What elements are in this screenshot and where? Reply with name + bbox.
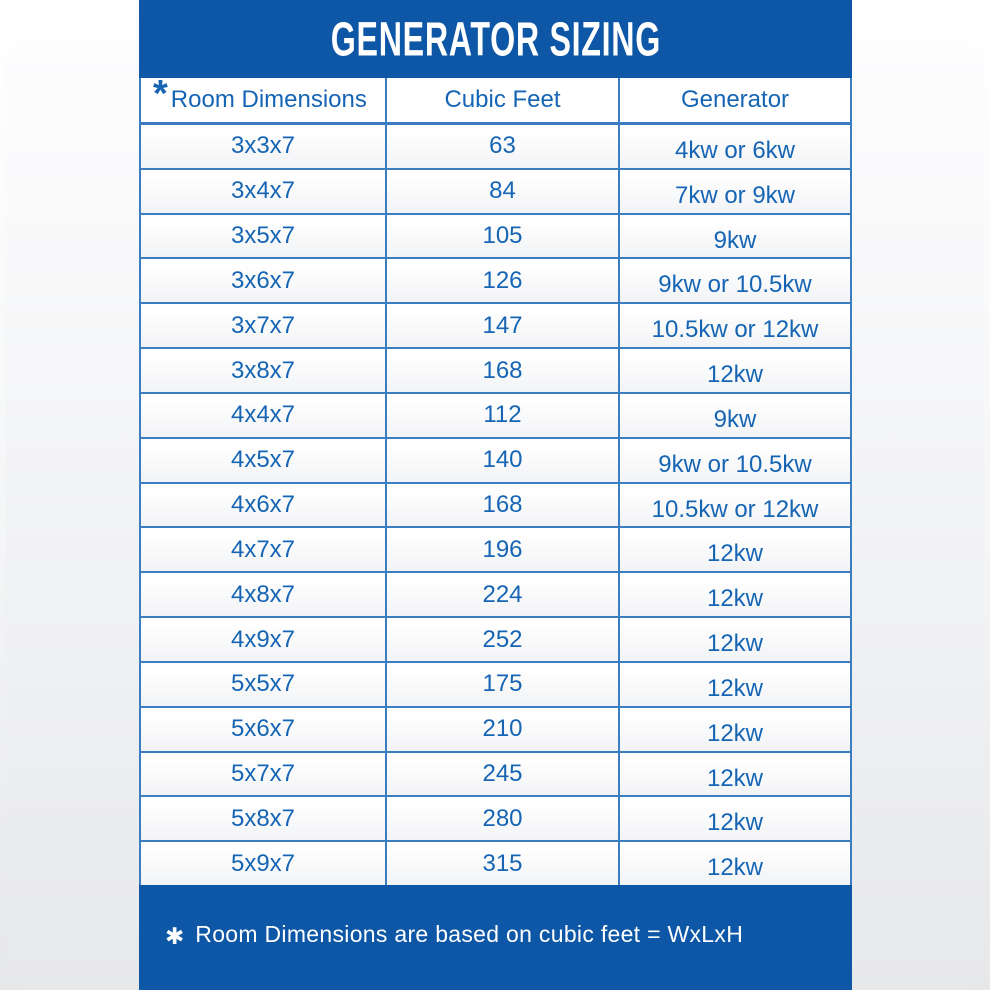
cell-room-dimensions: 5x5x7: [141, 663, 387, 706]
cell-generator: 4kw or 6kw: [674, 136, 796, 164]
table-row: [141, 215, 850, 260]
cell-cubic-feet: 126: [387, 259, 620, 302]
cell-cubic-feet: 63: [387, 125, 620, 168]
generator-sizing-card: [139, 0, 852, 990]
table-row: [141, 708, 850, 753]
asterisk-marker: ✱: [165, 923, 185, 949]
cell-room-dimensions: 5x8x7: [141, 797, 387, 840]
asterisk-marker: *: [153, 73, 168, 115]
cell-room-dimensions: 3x8x7: [141, 349, 387, 392]
cell-generator: 12kw: [706, 719, 764, 747]
cell-cubic-feet: 245: [387, 753, 620, 796]
cell-generator: 9kw: [713, 226, 757, 254]
cell-cubic-feet: 168: [387, 484, 620, 527]
table-header-row: [141, 73, 850, 125]
generator-sizing-table: [139, 73, 852, 885]
cell-generator: 7kw or 9kw: [674, 181, 796, 209]
column-header-cubic-feet: Cubic Feet: [387, 78, 620, 122]
cell-room-dimensions: 4x6x7: [141, 484, 387, 527]
cell-generator: 12kw: [706, 540, 764, 568]
cell-cubic-feet: 84: [387, 170, 620, 213]
cell-cubic-feet: 105: [387, 215, 620, 258]
footnote-text: Room Dimensions are based on cubic feet = WxLxH: [195, 921, 744, 947]
table-row: [141, 573, 850, 618]
cell-cubic-feet: 224: [387, 573, 620, 616]
title-bar: [139, 0, 852, 78]
cell-generator: 12kw: [706, 630, 764, 658]
cell-generator: 10.5kw or 12kw: [651, 316, 819, 344]
cell-generator: 12kw: [706, 854, 764, 882]
table-row: [141, 842, 850, 885]
cell-room-dimensions: 5x6x7: [141, 708, 387, 751]
cell-room-dimensions: 5x9x7: [141, 842, 387, 885]
cell-cubic-feet: 280: [387, 797, 620, 840]
table-row: [141, 349, 850, 394]
cell-generator: 12kw: [706, 764, 764, 792]
column-header-room-dimensions: [141, 73, 387, 122]
table-row: [141, 394, 850, 439]
cell-cubic-feet: 140: [387, 439, 620, 482]
table-body: [141, 125, 850, 885]
cell-cubic-feet: 112: [387, 394, 620, 437]
table-row: [141, 170, 850, 215]
cell-room-dimensions: 3x3x7: [141, 125, 387, 168]
cell-cubic-feet: 175: [387, 663, 620, 706]
cell-cubic-feet: 168: [387, 349, 620, 392]
cell-generator: 12kw: [706, 361, 764, 389]
cell-room-dimensions: 3x7x7: [141, 304, 387, 347]
table-row: [141, 618, 850, 663]
cell-generator: 9kw: [713, 405, 757, 433]
page-title: GENERATOR SIZING: [330, 11, 661, 67]
cell-room-dimensions: 4x4x7: [141, 394, 387, 437]
column-header-label: Room Dimensions: [170, 86, 367, 113]
cell-generator: 12kw: [706, 674, 764, 702]
cell-cubic-feet: 315: [387, 842, 620, 885]
table-row: [141, 797, 850, 842]
cell-generator: 9kw or 10.5kw: [658, 271, 812, 299]
cell-room-dimensions: 3x6x7: [141, 259, 387, 302]
cell-room-dimensions: 3x5x7: [141, 215, 387, 258]
cell-generator: 10.5kw or 12kw: [651, 495, 819, 523]
cell-generator: 12kw: [706, 809, 764, 837]
cell-cubic-feet: 196: [387, 528, 620, 571]
column-header-generator: Generator: [680, 86, 790, 113]
table-row: [141, 528, 850, 573]
cell-cubic-feet: 252: [387, 618, 620, 661]
table-row: [141, 304, 850, 349]
cell-room-dimensions: 4x7x7: [141, 528, 387, 571]
cell-room-dimensions: 4x5x7: [141, 439, 387, 482]
cell-room-dimensions: 4x8x7: [141, 573, 387, 616]
cell-cubic-feet: 147: [387, 304, 620, 347]
footnote-bar: [139, 885, 852, 990]
cell-room-dimensions: 4x9x7: [141, 618, 387, 661]
table-row: [141, 439, 850, 484]
table-row: [141, 753, 850, 798]
cell-generator: 12kw: [706, 585, 764, 613]
cell-generator: 9kw or 10.5kw: [658, 450, 812, 478]
table-row: [141, 484, 850, 529]
cell-room-dimensions: 5x7x7: [141, 753, 387, 796]
table-row: [141, 259, 850, 304]
cell-cubic-feet: 210: [387, 708, 620, 751]
cell-room-dimensions: 3x4x7: [141, 170, 387, 213]
table-row: [141, 125, 850, 170]
table-row: [141, 663, 850, 708]
